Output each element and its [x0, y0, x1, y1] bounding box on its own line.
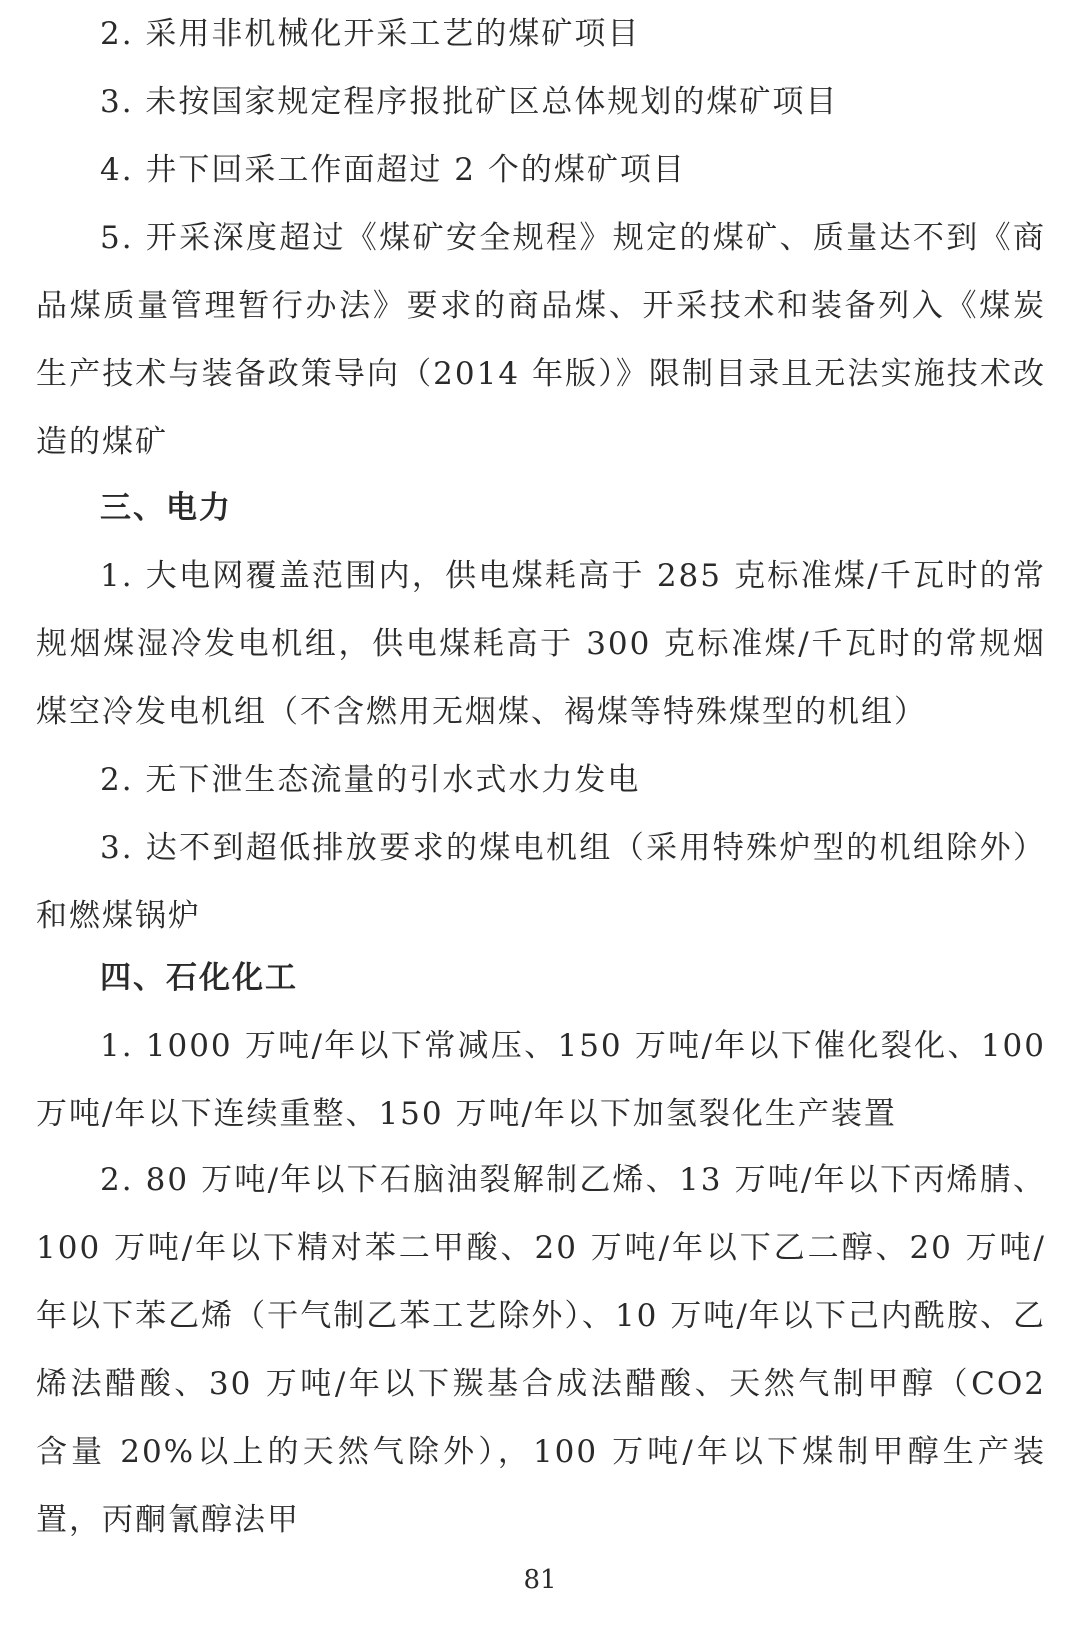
item-power-1: 1. 大电网覆盖范围内，供电煤耗高于 285 克标准煤/千瓦时的常规烟煤湿冷发电机组，供电煤耗高于 300 克标准煤/千瓦时的常规烟煤空冷发电机组（不含燃用无烟煤、褐煤等特殊煤型的机组）	[36, 558, 1046, 730]
item-coal-2: 2. 采用非机械化开采工艺的煤矿项目	[100, 16, 641, 52]
item-petro-1: 1. 1000 万吨/年以下常减压、150 万吨/年以下催化裂化、100 万吨/年以下连续重整、150 万吨/年以下加氢裂化生产装置	[36, 1028, 1046, 1132]
item-petro-2: 2. 80 万吨/年以下石脑油裂解制乙烯、13 万吨/年以下丙烯腈、100 万吨/年以下精对苯二甲酸、20 万吨/年以下乙二醇、20 万吨/年以下苯乙烯（干气制乙苯工艺除外）、10 万吨/年以下己内酰胺、乙烯法醋酸、30 万吨/年以下羰基合成法醋酸、天然气制甲醇（CO2 含量 20%以上的天然气除外），100 万吨/年以下煤制甲醇生产装置，丙酮氰醇法甲	[36, 1162, 1046, 1538]
item-coal-3: 3. 未按国家规定程序报批矿区总体规划的煤矿项目	[100, 84, 839, 120]
section-heading-petrochemical: 四、石化化工	[100, 960, 298, 996]
item-coal-4: 4. 井下回采工作面超过 2 个的煤矿项目	[100, 152, 686, 188]
page-number: 81	[523, 1565, 557, 1595]
section-heading-power: 三、电力	[100, 490, 232, 526]
item-power-2: 2. 无下泄生态流量的引水式水力发电	[100, 762, 641, 798]
item-coal-5: 5. 开采深度超过《煤矿安全规程》规定的煤矿、质量达不到《商品煤质量管理暂行办法》要求的商品煤、开采技术和装备列入《煤炭生产技术与装备政策导向（2014 年版）》限制目录且无法实施技术改造的煤矿	[36, 220, 1046, 460]
item-power-3: 3. 达不到超低排放要求的煤电机组（采用特殊炉型的机组除外）和燃煤锅炉	[36, 830, 1046, 934]
